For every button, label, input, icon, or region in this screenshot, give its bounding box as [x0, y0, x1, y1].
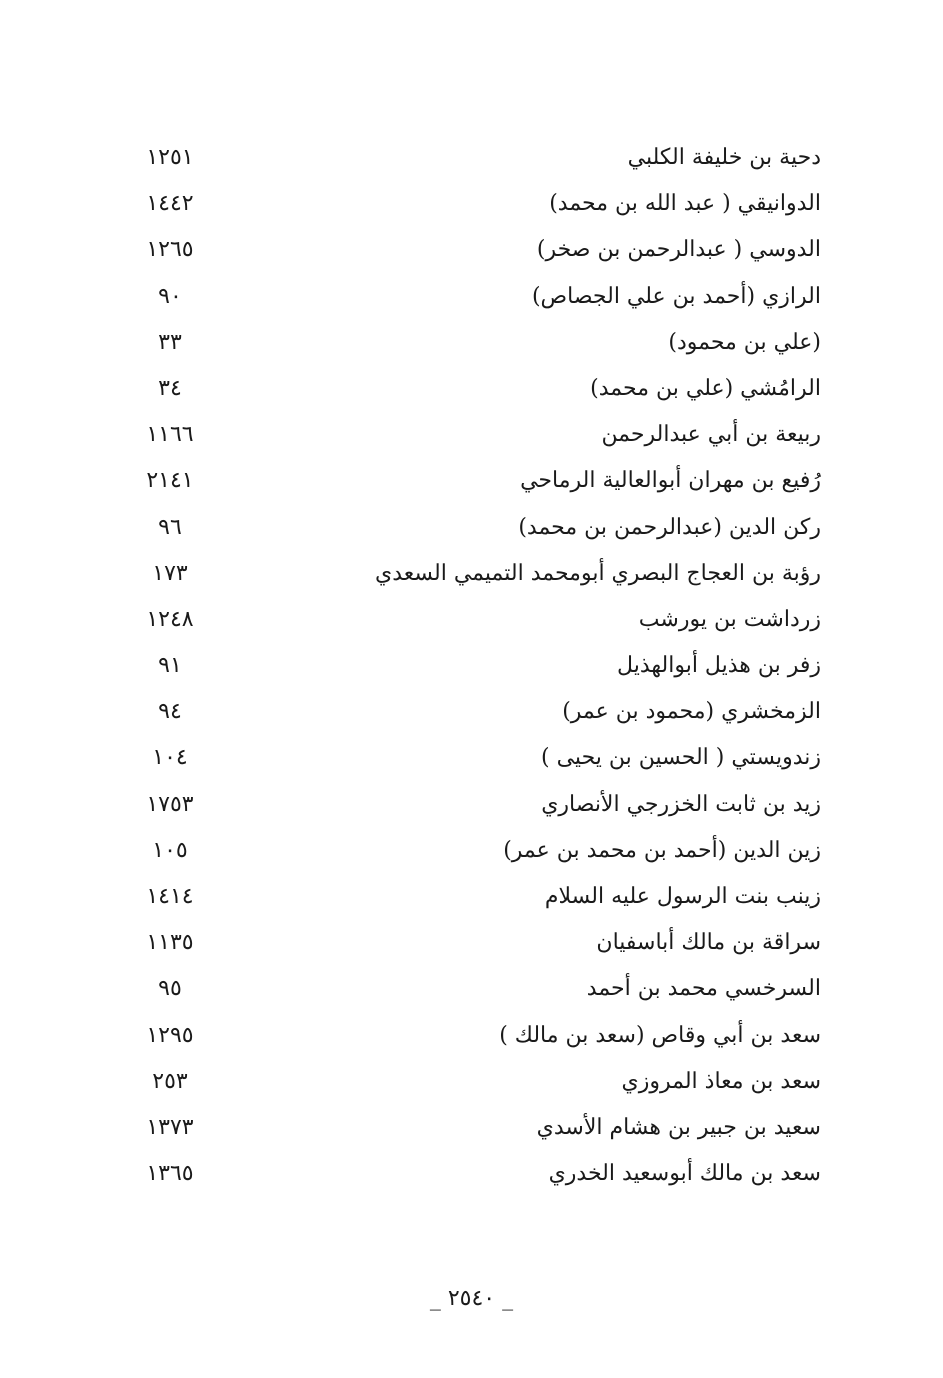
entry-page-number: ٩١ — [158, 653, 182, 679]
index-entry — [0, 920, 943, 966]
index-entry — [0, 135, 943, 181]
index-entry — [0, 227, 943, 273]
index-list — [0, 135, 943, 1197]
page-number: _ ٢٥٤٠ _ — [429, 1286, 514, 1311]
entry-name: سعد بن معاذ المروزي — [621, 1068, 821, 1094]
entry-page-number: ٣٣ — [158, 329, 182, 355]
index-entry — [0, 1013, 943, 1059]
entry-name: الزمخشري (محمود بن عمر) — [562, 699, 821, 725]
entry-name: سراقة بن مالك أباسفيان — [596, 930, 821, 956]
entry-page-number: ١٤٤٢ — [146, 191, 194, 217]
entry-page-number: ٢١٤١ — [146, 468, 194, 494]
entry-page-number: ١٤١٤ — [146, 884, 194, 909]
entry-page-number: ١٧٥٣ — [146, 791, 194, 817]
entry-name: الدوانيقي ( عبد الله بن محمد) — [549, 191, 821, 217]
index-entry — [0, 274, 943, 320]
entry-page-number: ١٢٩٥ — [146, 1022, 194, 1048]
entry-page-number: ١٧٣ — [152, 560, 188, 586]
index-entry — [0, 412, 943, 458]
entry-page-number: ١٢٥١ — [146, 145, 194, 170]
entry-page-number: ١١٦٦ — [146, 422, 194, 448]
index-entry — [0, 1059, 943, 1105]
index-entry — [0, 735, 943, 781]
entry-name: الدوسي ( عبدالرحمن بن صخر) — [536, 237, 821, 263]
entry-name: سعد بن أبي وقاص (سعد بن مالك ) — [499, 1022, 821, 1048]
entry-page-number: ١١٣٥ — [146, 930, 194, 956]
entry-page-number: ٩٠ — [158, 283, 182, 309]
index-entry — [0, 320, 943, 366]
entry-page-number: ٩٦ — [158, 514, 182, 540]
entry-name: زيد بن ثابت الخزرجي الأنصاري — [541, 791, 821, 817]
entry-name: زرداشت بن يورشب — [638, 606, 821, 632]
entry-name: زندويستي ( الحسين بن يحيى ) — [541, 745, 821, 771]
index-entry — [0, 966, 943, 1012]
entry-name: زفر بن هذيل أبوالهذيل — [617, 653, 821, 679]
entry-page-number: ١٣٧٣ — [146, 1114, 194, 1140]
index-entry — [0, 1105, 943, 1151]
index-entry — [0, 874, 943, 920]
entry-page-number: ٩٤ — [158, 699, 182, 725]
index-entry — [0, 782, 943, 828]
entry-name: دحية بن خليفة الكلبي — [627, 145, 821, 170]
index-entry — [0, 597, 943, 643]
index-entry — [0, 366, 943, 412]
entry-name: ركن الدين (عبدالرحمن بن محمد) — [518, 514, 821, 540]
entry-page-number: ١٢٦٥ — [146, 237, 194, 263]
index-entry — [0, 689, 943, 735]
entry-page-number: ١٠٥ — [152, 837, 188, 863]
entry-name: الرامُشي (علي بن محمد) — [590, 375, 821, 401]
entry-name: زينب بنت الرسول عليه السلام — [544, 884, 821, 909]
index-entry — [0, 551, 943, 597]
entry-name: سعد بن مالك أبوسعيد الخدري — [548, 1161, 821, 1187]
entry-name: رؤبة بن العجاج البصري أبومحمد التميمي السعدي — [375, 560, 821, 586]
index-entry — [0, 458, 943, 504]
entry-page-number: ٩٥ — [158, 976, 182, 1002]
entry-name: (علي بن محمود) — [668, 329, 821, 355]
entry-name: ربيعة بن أبي عبدالرحمن — [601, 422, 821, 448]
entry-name: الرازي (أحمد بن علي الجصاص) — [531, 283, 821, 309]
entry-name: زين الدين (أحمد بن محمد بن عمر) — [503, 837, 821, 863]
index-entry — [0, 505, 943, 551]
entry-name: سعيد بن جبير بن هشام الأسدي — [536, 1114, 821, 1140]
entry-page-number: ١٣٦٥ — [146, 1161, 194, 1187]
index-entry — [0, 643, 943, 689]
entry-page-number: ١٢٤٨ — [146, 606, 194, 632]
entry-page-number: ٢٥٣ — [152, 1068, 188, 1094]
index-entry — [0, 181, 943, 227]
entry-name: رُفيع بن مهران أبوالعالية الرماحي — [520, 468, 821, 494]
index-entry — [0, 828, 943, 874]
entry-name: السرخسي محمد بن أحمد — [586, 976, 821, 1002]
entry-page-number: ١٠٤ — [152, 745, 188, 771]
entry-page-number: ٣٤ — [158, 375, 182, 401]
index-entry — [0, 1151, 943, 1197]
